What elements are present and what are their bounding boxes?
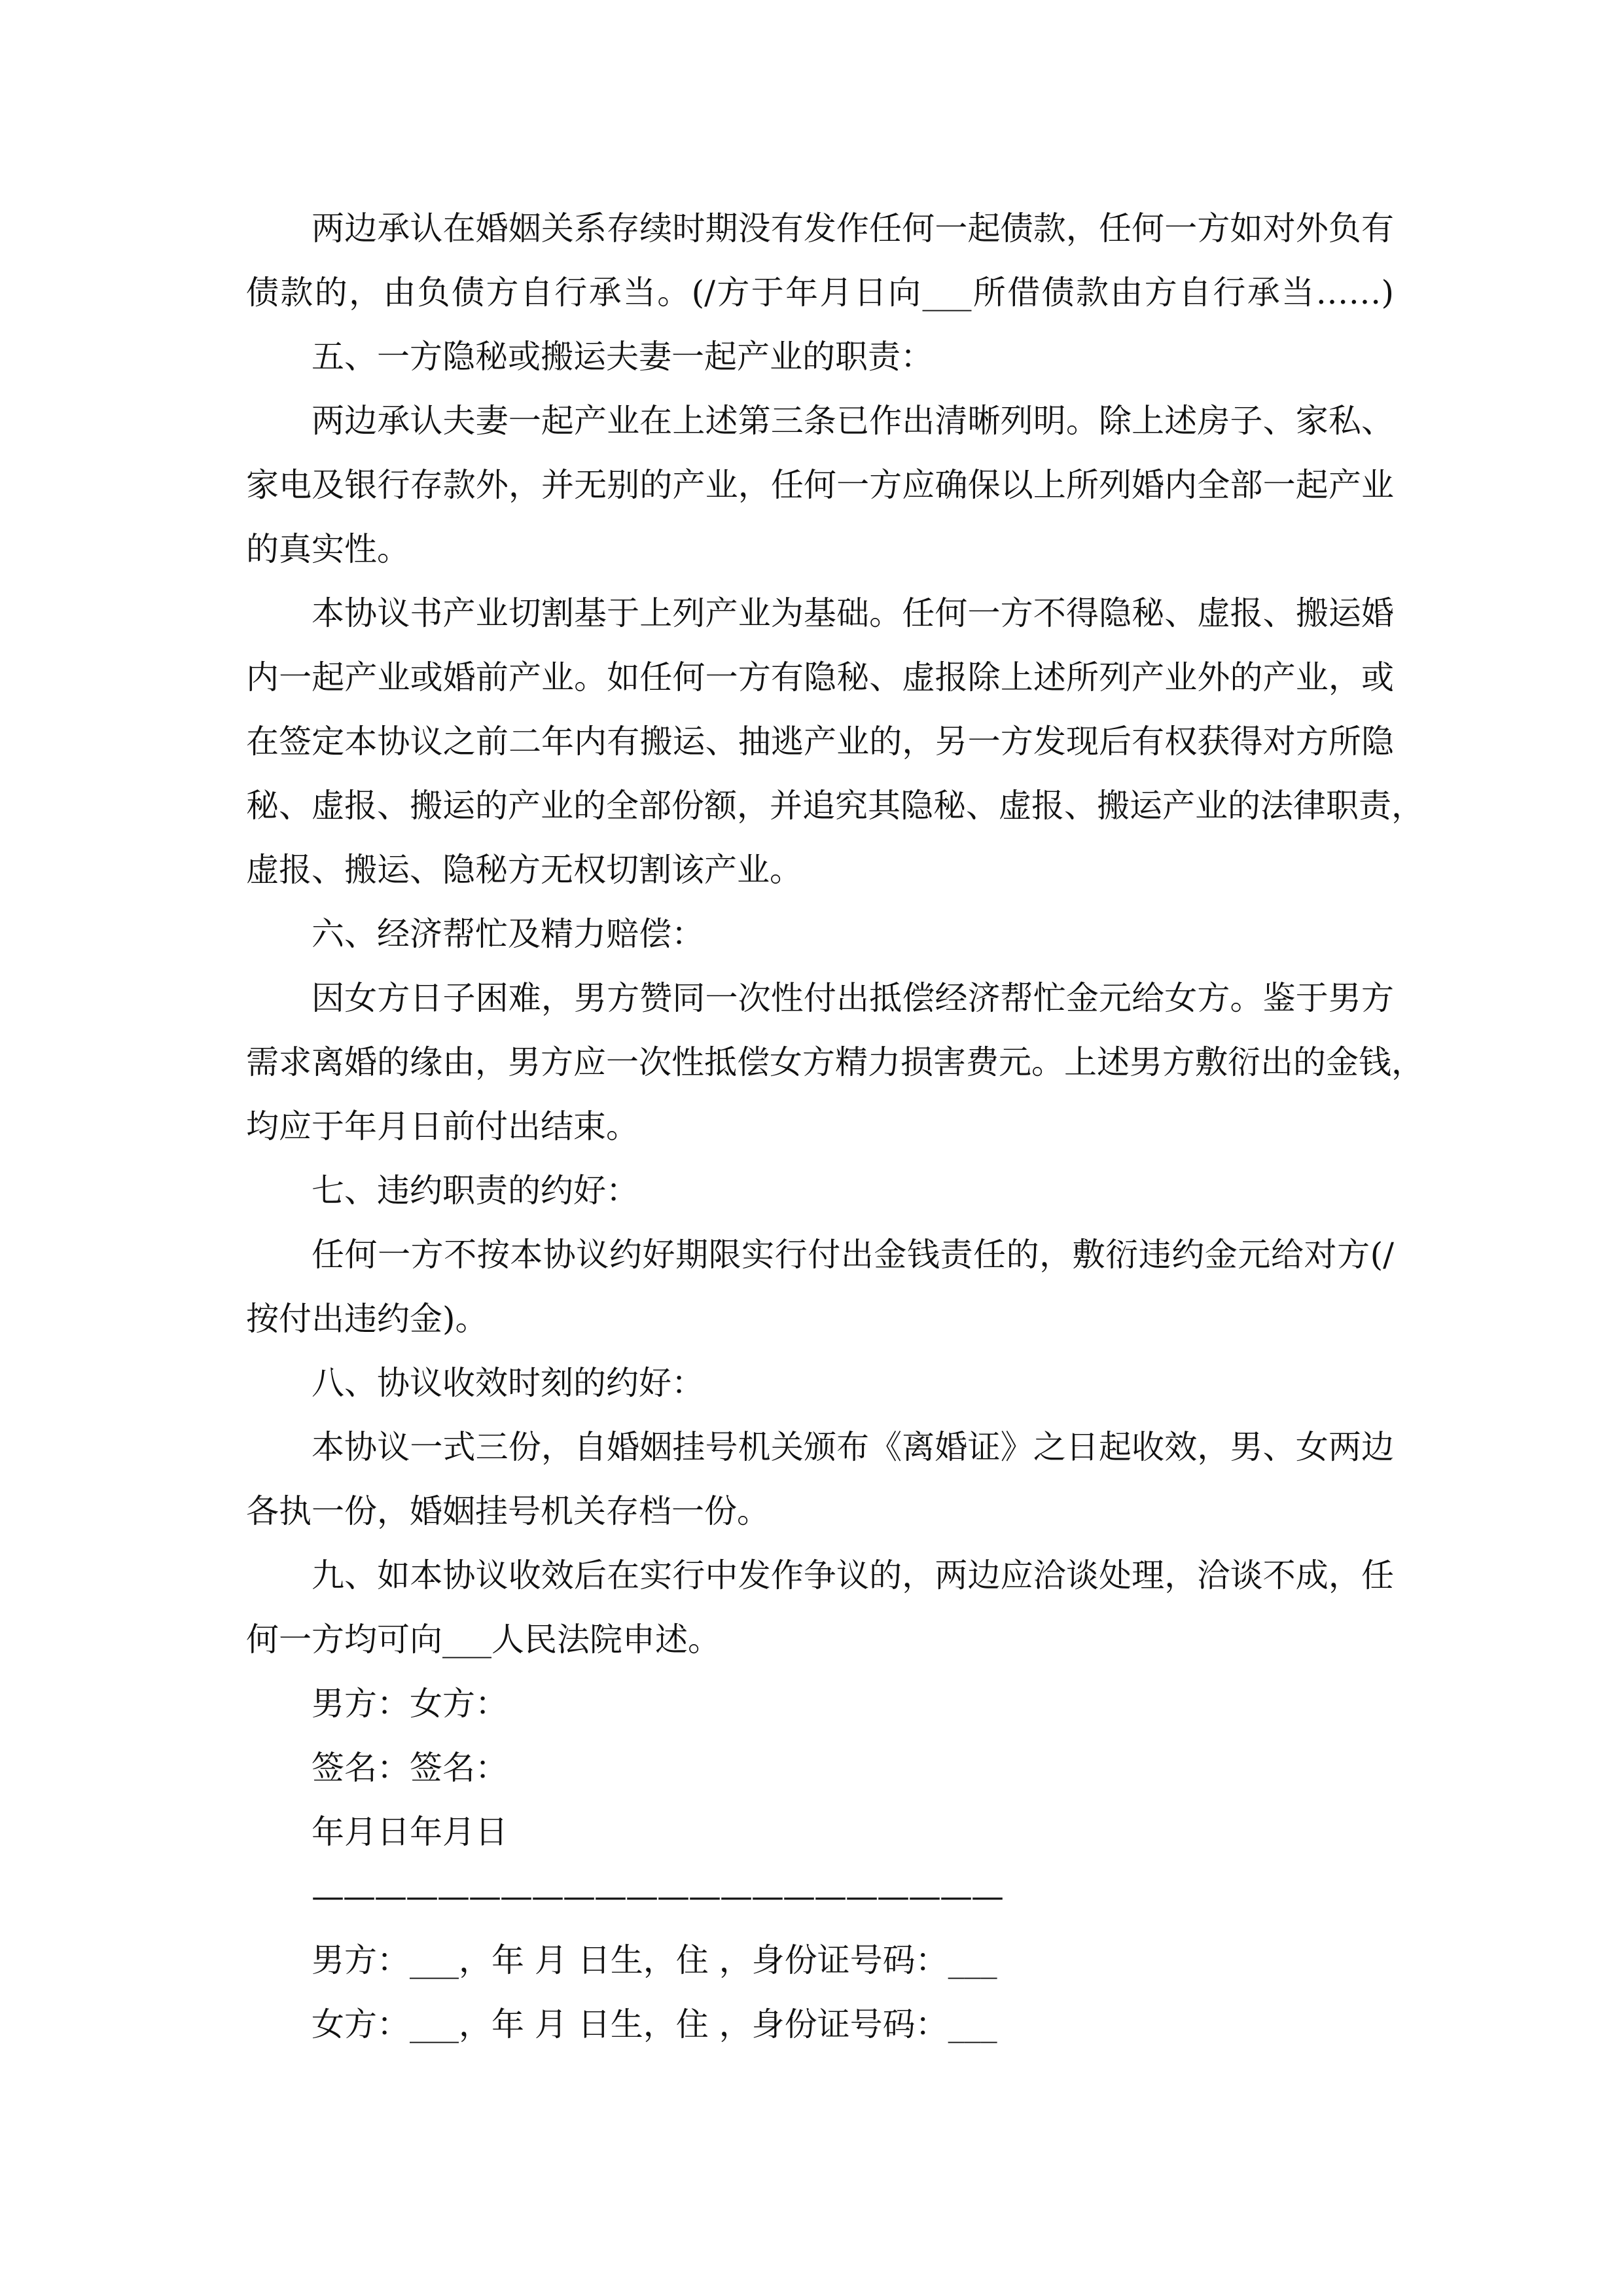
text-line-22: 何一方均可向___人民法院申述。 bbox=[246, 1621, 721, 1659]
text-line-19: 本协议一式三份，自婚姻挂号机关颁布《离婚证》之日起收效，男、女两边 bbox=[312, 1428, 1394, 1466]
text-line-10: 虚报、搬运、隐秘方无权切割该产业。 bbox=[246, 851, 802, 889]
text-line-1: 债款的，由负债方自行承当。(/方于年月日向___所借债款由方自行承当……) bbox=[246, 274, 1394, 312]
text-line-17: 按付出违约金)。 bbox=[246, 1300, 488, 1338]
text-line-23: 男方：女方： bbox=[312, 1685, 508, 1723]
text-line-7: 内一起产业或婚前产业。如任何一方有隐秘、虚报除上述所列产业外的产业，或 bbox=[246, 658, 1394, 696]
text-line-24: 签名：签名： bbox=[312, 1749, 508, 1787]
text-line-3: 两边承认夫妻一起产业在上述第三条已作出清晰列明。除上述房子、家私、 bbox=[312, 402, 1394, 440]
document-body bbox=[246, 196, 1424, 2056]
text-line-2: 五、一方隐秘或搬运夫妻一起产业的职责： bbox=[312, 338, 933, 376]
text-line-14: 均应于年月日前付出结束。 bbox=[246, 1107, 639, 1145]
text-line-13: 需求离婚的缘由，男方应一次性抵偿女方精力损害费元。上述男方敷衍出的金钱， bbox=[246, 1043, 1424, 1081]
text-line-20: 各执一份，婚姻挂号机关存档一份。 bbox=[246, 1492, 770, 1530]
text-line-0: 两边承认在婚姻关系存续时期没有发作任何一起债款，任何一方如对外负有 bbox=[312, 209, 1394, 247]
tail-line-1: 女方：___，年 月 日生，住 ，身份证号码：___ bbox=[312, 2005, 997, 2043]
section-divider: —————————————————————— bbox=[312, 1877, 1003, 1915]
text-line-11: 六、经济帮忙及精力赔偿： bbox=[312, 915, 704, 953]
text-line-12: 因女方日子困难，男方赞同一次性付出抵偿经济帮忙金元给女方。鉴于男方 bbox=[312, 979, 1394, 1017]
text-line-21: 九、如本协议收效后在实行中发作争议的，两边应洽谈处理，洽谈不成，任 bbox=[312, 1556, 1394, 1594]
text-line-6: 本协议书产业切割基于上列产业为基础。任何一方不得隐秘、虚报、搬运婚 bbox=[312, 594, 1394, 632]
tail-line-0: 男方：___，年 月 日生，住 ，身份证号码：___ bbox=[312, 1941, 997, 1979]
text-line-4: 家电及银行存款外，并无别的产业，任何一方应确保以上所列婚内全部一起产业 bbox=[246, 466, 1394, 504]
text-line-18: 八、协议收效时刻的约好： bbox=[312, 1364, 704, 1402]
text-line-25: 年月日年月日 bbox=[312, 1813, 508, 1851]
text-line-5: 的真实性。 bbox=[246, 530, 410, 568]
text-line-9: 秘、虚报、搬运的产业的全部份额，并追究其隐秘、虚报、搬运产业的法律职责， bbox=[246, 787, 1424, 825]
text-line-8: 在签定本协议之前二年内有搬运、抽逃产业的，另一方发现后有权获得对方所隐 bbox=[246, 723, 1394, 761]
text-line-15: 七、违约职责的约好： bbox=[312, 1172, 639, 1210]
text-line-16: 任何一方不按本协议约好期限实行付出金钱责任的，敷衍违约金元给对方(/ bbox=[312, 1236, 1394, 1274]
